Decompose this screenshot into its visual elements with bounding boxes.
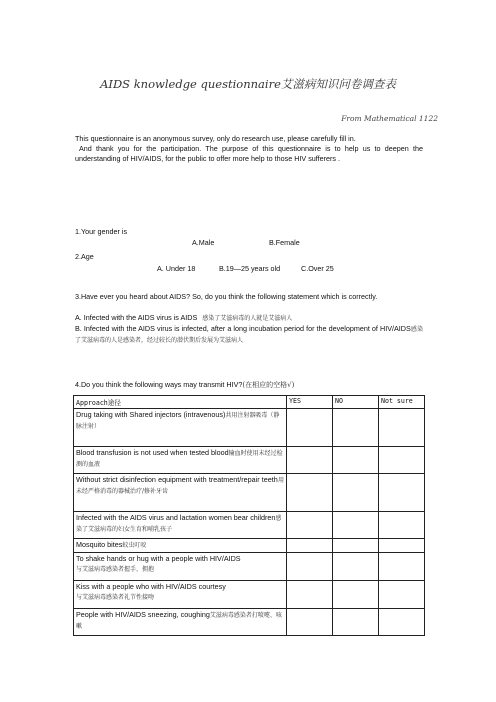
- approach-cell: [74, 553, 287, 581]
- question-2: 2.Age: [75, 252, 94, 261]
- approach-en: Without strict disinfection equipment with treatment/repair teeth: [76, 475, 278, 484]
- yes-checkbox-cell[interactable]: [287, 539, 333, 553]
- approach-cn: 艾滋病毒感染者打喷嚏、咳嗽: [76, 612, 282, 630]
- intro-line-2: And thank you for the participation. The purpose of this questionnaire is to help us to deepen the understanding of HIV/AIDS, for the public to offer more help to those HIV sufferers .: [75, 144, 423, 163]
- approach-en: Drug taking with Shared injectors (intravenous): [76, 410, 226, 419]
- not-sure-checkbox-cell[interactable]: [379, 447, 425, 474]
- document-title: AIDS knowledge questionnaire艾滋病知识问卷调查表: [100, 77, 396, 91]
- header-not-sure: Not sure: [379, 396, 425, 409]
- no-checkbox-cell[interactable]: [333, 474, 379, 512]
- not-sure-checkbox-cell[interactable]: [379, 409, 425, 447]
- approach-cell: [74, 609, 287, 636]
- statement-a-en: A. Infected with the AIDS virus is AIDS: [75, 313, 198, 322]
- approach-en: People with HIV/AIDS sneezing, coughing: [76, 610, 210, 619]
- approach-cell: [74, 581, 287, 609]
- option-under-18[interactable]: A. Under 18: [157, 264, 196, 273]
- yes-checkbox-cell[interactable]: [287, 474, 333, 512]
- approach-cn: 蚊虫叮咬: [122, 542, 147, 549]
- statement-a[interactable]: [75, 313, 423, 324]
- table-row: [74, 609, 425, 636]
- approach-en: Mosquito bites: [76, 540, 123, 549]
- question-4: [75, 380, 423, 390]
- question-1-options: [192, 238, 300, 248]
- approach-cn: 与艾滋病毒感染者礼节性接吻: [76, 594, 155, 601]
- approach-cn: 用未经严格消毒的器械治疗/修补牙齿: [76, 477, 284, 495]
- yes-checkbox-cell[interactable]: [287, 512, 333, 539]
- option-19-25[interactable]: B.19—25 years old: [219, 264, 281, 273]
- table-row: [74, 474, 425, 512]
- table-row: [74, 539, 425, 553]
- header-yes: YES: [287, 396, 333, 409]
- no-checkbox-cell[interactable]: [333, 447, 379, 474]
- yes-checkbox-cell[interactable]: [287, 581, 333, 609]
- approach-cn: 感染了艾滋病毒的妇女生育和哺乳孩子: [76, 515, 282, 533]
- transmission-table: [73, 395, 425, 636]
- option-over-25[interactable]: C.Over 25: [301, 264, 334, 273]
- question-4-en: 4.Do you think the following ways may transmit HIV?: [75, 380, 243, 389]
- yes-checkbox-cell[interactable]: [287, 609, 333, 636]
- approach-en: To shake hands or hug with a people with HIV/AIDS: [76, 554, 241, 563]
- table-row: [74, 447, 425, 474]
- approach-cell: [74, 409, 287, 447]
- option-female[interactable]: B.Female: [269, 238, 300, 247]
- option-male[interactable]: A.Male: [192, 238, 215, 247]
- table-header-row: [74, 396, 425, 409]
- not-sure-checkbox-cell[interactable]: [379, 539, 425, 553]
- author-line: From Mathematical 1122: [341, 114, 438, 123]
- statement-a-cn: 感染了艾滋病毒的人就是艾滋病人: [202, 315, 293, 322]
- no-checkbox-cell[interactable]: [333, 609, 379, 636]
- not-sure-checkbox-cell[interactable]: [379, 581, 425, 609]
- intro-line-1: This questionnaire is an anonymous survey, only do research use, please carefully fill in.: [75, 134, 356, 143]
- not-sure-checkbox-cell[interactable]: [379, 553, 425, 581]
- statement-b-cn: 感染了艾滋病毒的人是感染者，经过较长的潜伏期后发展为艾滋病人: [75, 326, 423, 344]
- no-checkbox-cell[interactable]: [333, 553, 379, 581]
- no-checkbox-cell[interactable]: [333, 581, 379, 609]
- no-checkbox-cell[interactable]: [333, 409, 379, 447]
- approach-en: Kiss with a people who with HIV/AIDS courtesy: [76, 582, 226, 591]
- question-1: 1.Your gender is: [75, 227, 128, 236]
- yes-checkbox-cell[interactable]: [287, 553, 333, 581]
- table-row: [74, 512, 425, 539]
- table-row: [74, 553, 425, 581]
- approach-cn: 与艾滋病毒感染者握手、拥抱: [76, 566, 155, 573]
- table-row: [74, 581, 425, 609]
- approach-cell: [74, 539, 287, 553]
- approach-cell: [74, 512, 287, 539]
- approach-cell: [74, 474, 287, 512]
- approach-en: Infected with the AIDS virus and lactation women bear children: [76, 513, 276, 522]
- not-sure-checkbox-cell[interactable]: [379, 609, 425, 636]
- not-sure-checkbox-cell[interactable]: [379, 474, 425, 512]
- no-checkbox-cell[interactable]: [333, 512, 379, 539]
- approach-cell: [74, 447, 287, 474]
- table-row: [74, 409, 425, 447]
- intro-paragraph: [75, 134, 423, 164]
- approach-cn: 共用注射器吸毒（静脉注射）: [76, 412, 280, 430]
- question-2-options: [157, 264, 334, 274]
- yes-checkbox-cell[interactable]: [287, 409, 333, 447]
- question-3: 3.Have ever you heard about AIDS? So, do you think the following statement which is correctly.: [75, 292, 378, 301]
- approach-cn: 输血时使用未经过检测的血液: [76, 450, 283, 468]
- statement-b-en: B. Infected with the AIDS virus is infected, after a long incubation period for the development of HIV/AIDS: [75, 324, 411, 333]
- header-no: NO: [333, 396, 379, 409]
- question-4-cn: (在相应的空格√): [242, 381, 295, 389]
- no-checkbox-cell[interactable]: [333, 539, 379, 553]
- statement-b[interactable]: [75, 324, 423, 346]
- header-approach: Approach途径: [74, 396, 287, 409]
- yes-checkbox-cell[interactable]: [287, 447, 333, 474]
- not-sure-checkbox-cell[interactable]: [379, 512, 425, 539]
- approach-en: Blood transfusion is not used when tested blood: [76, 448, 229, 457]
